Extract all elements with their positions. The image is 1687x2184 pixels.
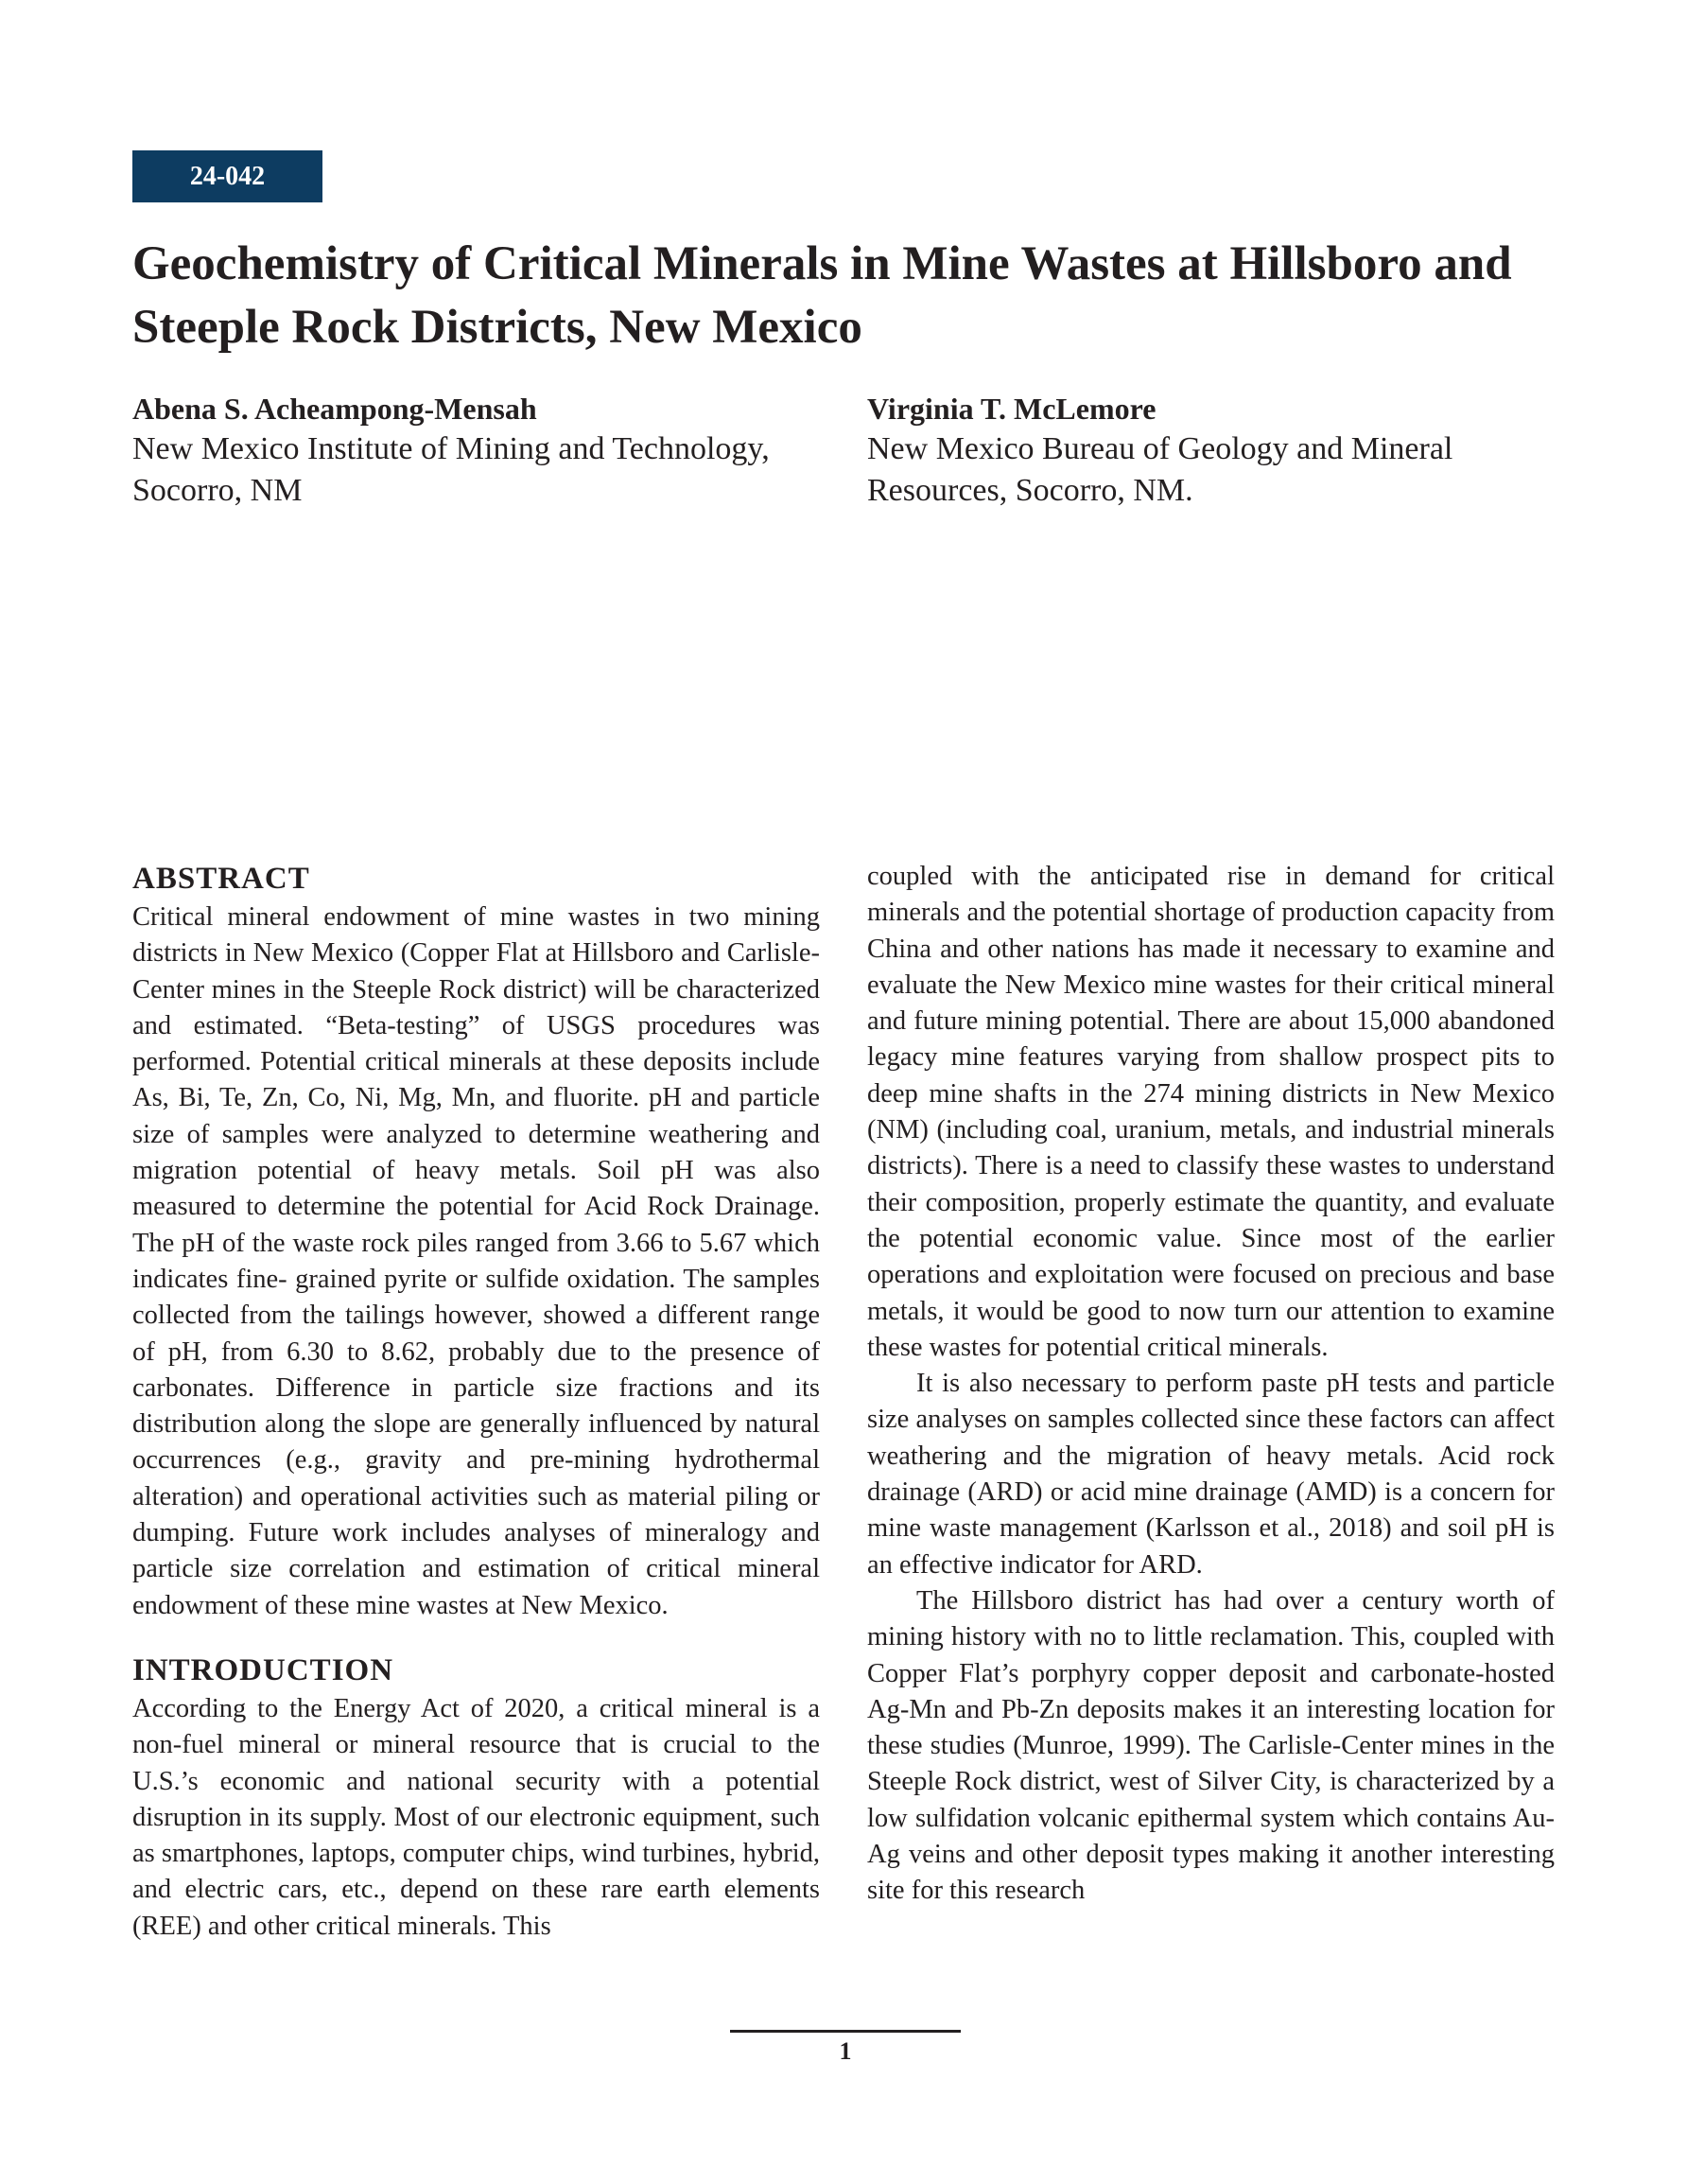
author-name: Virginia T. McLemore	[867, 392, 1157, 426]
report-number-badge	[132, 150, 322, 202]
introduction-paragraph: According to the Energy Act of 2020, a critical mineral is a non-fuel mineral or mineral resource that is crucial to the U.S.’s economic and national security with a potential disruption in its supply. Most of our electronic equipment, such as smartphones, laptops, computer chips, wind turbines, hybrid, and electric cars, etc., depend on these rare earth elements (REE) and other critical minerals. This	[132, 1693, 820, 1941]
author-block-2	[867, 390, 1548, 512]
abstract-heading: ABSTRACT	[132, 862, 310, 896]
introduction-paragraph-continued: coupled with the anticipated rise in demand for critical minerals and the potential shortage of production capacity from China and other nations has made it necessary to examine and evaluate the New Mexico mine wastes for their critical mineral and future mining potential. There are about 15,000 abandoned legacy mine features varying from shallow prospect pits to deep mine shafts in the 274 mining districts in New Mexico (NM) (including coal, uranium, metals, and industrial minerals districts). There is a need to classify these wastes to understand their composition, properly estimate the quantity, and evaluate the potential economic value. Since most of the earlier operations and exploitation were focused on precious and base metals, it would be good to now turn our attention to examine these wastes for potential critical minerals.	[867, 862, 1555, 1362]
introduction-paragraph: The Hillsboro district has had over a century worth of mining history with no to little reclamation. This, coupled with Copper Flat’s porphyry copper deposit and carbonate-hosted Ag-Mn and Pb-Zn deposits makes it an interesting location for these studies (Munroe, 1999). The Carlisle-Center mines in the Steeple Rock district, west of Silver City, is characterized by a low sulfidation volcanic epithermal system which contains Au-Ag veins and other deposit types making it another interesting site for this research	[867, 1585, 1555, 1906]
abstract-text: Critical mineral endowment of mine wastes in two mining districts in New Mexico (Copper Flat at Hillsboro and Carlisle-Center mines in the Steeple Rock district) will be characterized and estimated. “Beta-testing” of USGS procedures was performed. Potential critical minerals at these deposits include As, Bi, Te, Zn, Co, Ni, Mg, Mn, and fluorite. pH and particle size of samples were analyzed to determine weathering and migration potential of heavy metals. Soil pH was also measured to determine the potential for Acid Rock Drainage. The pH of the waste rock piles ranged from 3.66 to 5.67 which indicates fine- grained pyrite or sulfide oxidation. The samples collected from the tailings however, showed a different range of pH, from 6.30 to 8.62, probably due to the presence of carbonates. Difference in particle size fractions and its distribution along the slope are generally influenced by natural occurrences (e.g., gravity and pre-mining hydrothermal alteration) and operational activities such as material piling or dumping. Future work includes analyses of mineralogy and particle size correlation and estimation of critical mineral endowment of these mine wastes at New Mexico.	[132, 902, 820, 1620]
author-name: Abena S. Acheampong-Mensah	[132, 392, 537, 426]
right-column	[867, 859, 1555, 1910]
footer-divider	[730, 2030, 961, 2033]
left-column	[132, 859, 820, 1945]
report-number: 24-042	[189, 161, 266, 191]
page-number: 1	[839, 2037, 852, 2065]
introduction-paragraph: It is also necessary to perform paste pH tests and particle size analyses on samples collected since these factors can affect weathering and the migration of heavy metals. Acid rock drainage (ARD) or acid mine drainage (AMD) is a concern for mine waste management (Karlsson et al., 2018) and soil pH is an effective indicator for ARD.	[867, 1369, 1555, 1580]
paper-title: Geochemistry of Critical Minerals in Mine Wastes at Hillsboro and Steeple Rock Districts, New Mexico	[132, 237, 1512, 354]
author-block-1	[132, 390, 813, 512]
introduction-heading: INTRODUCTION	[132, 1652, 394, 1687]
author-affiliation: New Mexico Institute of Mining and Technology, Socorro, NM	[132, 431, 770, 508]
author-affiliation: New Mexico Bureau of Geology and Mineral Resources, Socorro, NM.	[867, 431, 1453, 508]
